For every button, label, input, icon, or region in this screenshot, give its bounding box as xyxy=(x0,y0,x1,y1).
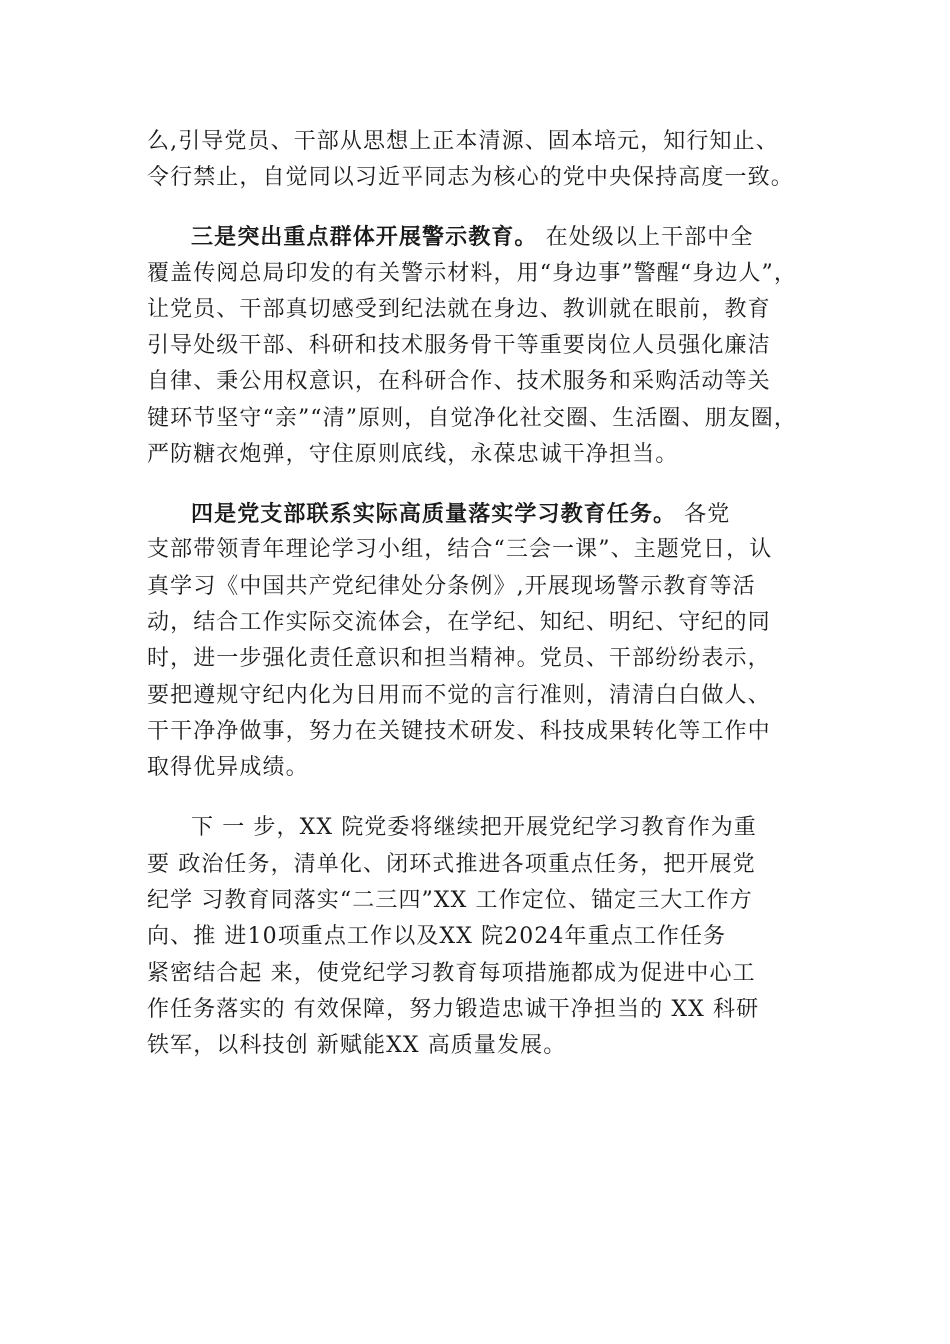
text-line: 纪学 习教育同落实“二三四”XX 工作定位、锚定三大工作方 xyxy=(147,888,753,914)
paragraph-spacer xyxy=(147,197,807,220)
paragraph-2 xyxy=(147,219,807,473)
paragraph-1 xyxy=(147,124,807,197)
section-heading: 四是党支部联系实际高质量落实学习教育任务。 xyxy=(191,501,677,528)
text-line: 严防糖衣炮弹，守住原则底线，永葆忠诚干净担当。 xyxy=(147,442,679,468)
text-line: 作任务落实的 有效保障，努力锻造忠诚干净担当的 XX 科研 xyxy=(147,996,760,1022)
text-line: 令行禁止，自觉同以习近平同志为核心的党中央保持高度一致。 xyxy=(147,165,794,191)
text-line: 要把遵规守纪内化为日用而不觉的言行准则，清清白白做人、 xyxy=(147,682,771,708)
text-line: 支部带领青年理论学习小组，结合“三会一课”、主题党日，认 xyxy=(147,537,773,563)
text-line: 动，结合工作实际交流体会，在学纪、知纪、明纪、守纪的同 xyxy=(147,609,771,635)
text-line: 覆盖传阅总局印发的有关警示材料，用“身边事”警醒“身边人”， xyxy=(147,260,797,286)
text-line: 干干净净做事，努力在关键技术研发、科技成果转化等工作中 xyxy=(147,718,771,744)
section-heading: 三是突出重点群体开展警示教育。 xyxy=(191,224,538,251)
paragraph-3 xyxy=(147,496,807,786)
text-line: 自律、秉公用权意识，在科研合作、技术服务和采购活动等关 xyxy=(147,369,771,395)
paragraph-spacer xyxy=(147,786,807,810)
text-run: 在处级以上干部中全 xyxy=(537,225,754,251)
paragraph-first-line xyxy=(147,219,807,255)
text-line: 键环节坚守“亲”“清”原则，自觉净化社交圈、生活圈、朋友圈， xyxy=(147,405,797,431)
text-line: 铁军，以科技创 新赋能XX 高质量发展。 xyxy=(147,1033,567,1059)
paragraph-spacer xyxy=(147,473,807,496)
document-page xyxy=(147,124,807,1065)
text-line: 真学习《中国共产党纪律处分条例》,开展现场警示教育等活 xyxy=(147,573,756,599)
text-line: 让党员、干部真切感受到纪法就在身边、教训就在眼前，教育 xyxy=(147,296,771,322)
text-line: 时，进一步强化责任意识和担当精神。党员、干部纷纷表示， xyxy=(147,646,771,672)
paragraph-4 xyxy=(147,810,807,1064)
text-line: 紧密结合起 来，使党纪学习教育每项措施都成为促进中心工 xyxy=(147,960,756,986)
text-line: 引导处级干部、科研和技术服务骨干等重要岗位人员强化廉洁 xyxy=(147,333,771,359)
text-line: 取得优异成绩。 xyxy=(147,755,309,781)
paragraph-first-line: 下 一 步，XX 院党委将继续把开展党纪学习教育作为重 xyxy=(191,815,758,841)
text-line: 么,引导党员、干部从思想上正本清源、固本培元，知行知止、 xyxy=(147,129,779,154)
text-run: 各党 xyxy=(676,502,731,528)
text-line: 要 政治任务，清单化、闭环式推进各项重点任务，把开展党 xyxy=(147,851,756,877)
text-line: 向、推 进10项重点工作以及XX 院2024年重点工作任务 xyxy=(147,924,727,950)
paragraph-first-line xyxy=(147,496,807,532)
